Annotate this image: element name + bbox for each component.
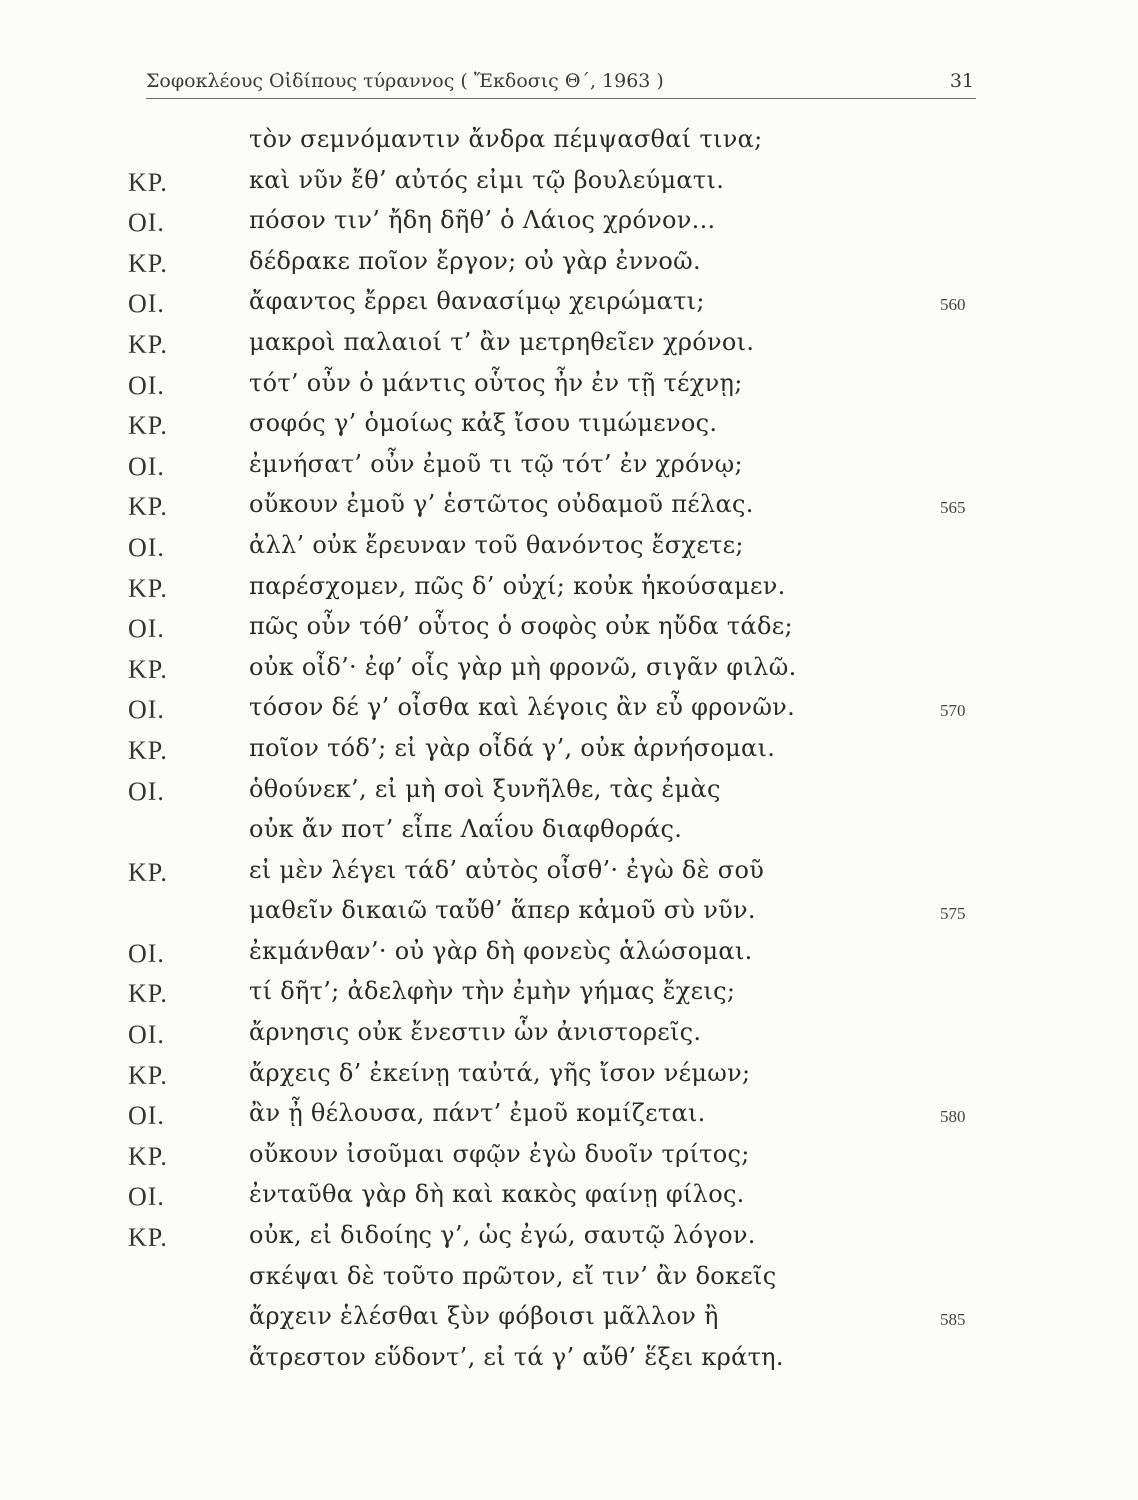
- verse-text: ἄρχειν ἑλέσθαι ξὺν φόβοισι μᾶλλον ἢ: [249, 1302, 719, 1331]
- verse-line: [0, 1341, 1138, 1382]
- speaker-label: ΚΡ.: [128, 1223, 168, 1253]
- speaker-label: ΚΡ.: [128, 1141, 168, 1171]
- verse-text: σοφός γ’ ὁμοίως κἀξ ἴσου τιμώμενος.: [249, 409, 718, 438]
- verse-line: [0, 326, 1138, 367]
- verse-line: [0, 975, 1138, 1016]
- speaker-label: ΟΙ.: [128, 289, 165, 319]
- verse-text: ἐνταῦθα γὰρ δὴ καὶ κακὸς φαίνῃ φίλος.: [249, 1180, 745, 1209]
- verse-text: τότ’ οὖν ὁ μάντις οὗτος ἦν ἐν τῇ τέχνῃ;: [249, 368, 743, 397]
- verse-line: [0, 164, 1138, 205]
- header-title: Σοφοκλέους Οἰδίπους τύραννος ( Ἔκδοσις Θ΄, 1963 ): [146, 70, 664, 92]
- verse-text: οὐκ, εἰ διδοίης γ’, ὡς ἐγώ, σαυτῷ λόγον.: [249, 1221, 756, 1250]
- verse-line: [0, 773, 1138, 814]
- speaker-label: ΟΙ.: [128, 695, 165, 725]
- verse-text: ἄρνησις οὐκ ἔνεστιν ὧν ἀνιστορεῖς.: [249, 1018, 702, 1047]
- speaker-label: ΟΙ.: [128, 1101, 165, 1131]
- verse-text: τί δῆτ’; ἀδελφὴν τὴν ἐμὴν γήμας ἔχεις;: [249, 977, 736, 1006]
- verse-line: [0, 285, 1138, 326]
- verse-line: [0, 1260, 1138, 1301]
- speaker-label: ΟΙ.: [128, 1182, 165, 1212]
- verse-line: [0, 813, 1138, 854]
- verse-line: [0, 407, 1138, 448]
- verse-text: ἀλλ’ οὐκ ἔρευναν τοῦ θανόντος ἔσχετε;: [249, 530, 744, 559]
- speaker-label: ΚΡ.: [128, 735, 168, 765]
- verse-text: τὸν σεμνόμαντιν ἄνδρα πέμψασθαί τινα;: [249, 125, 763, 153]
- verse-text: οὐκ ἄν ποτ’ εἶπε Λαΐου διαφθοράς.: [249, 815, 683, 844]
- verse-line: [0, 691, 1138, 732]
- verse-text: καὶ νῦν ἔθ’ αὐτός εἰμι τῷ βουλεύματι.: [249, 165, 725, 194]
- verse-line: [0, 123, 1138, 164]
- verse-line: [0, 1016, 1138, 1057]
- verse-line: [0, 245, 1138, 286]
- speaker-label: ΚΡ.: [128, 654, 168, 684]
- speaker-label: ΚΡ.: [128, 979, 168, 1009]
- verse-line: [0, 854, 1138, 895]
- speaker-label: ΚΡ.: [128, 329, 168, 359]
- verse-line: [0, 448, 1138, 489]
- verse-text: μαθεῖν δικαιῶ ταὔθ’ ἅπερ κἀμοῦ σὺ νῦν.: [249, 896, 756, 925]
- speaker-label: ΚΡ.: [128, 411, 168, 441]
- verse-line: [0, 1300, 1138, 1341]
- line-number: 585: [940, 1310, 966, 1330]
- speaker-label: ΟΙ.: [128, 370, 165, 400]
- line-number: 575: [940, 904, 966, 924]
- speaker-label: ΚΡ.: [128, 492, 168, 522]
- verse-text: μακροὶ παλαιοί τ’ ἂν μετρηθεῖεν χρόνοι.: [249, 327, 755, 356]
- verse-text: ποῖον τόδ’; εἰ γὰρ οἶδά γ’, οὐκ ἀρνήσομαι.: [249, 733, 776, 762]
- verse-line: [0, 1219, 1138, 1260]
- line-number: 570: [940, 701, 966, 721]
- speaker-label: ΟΙ.: [128, 451, 165, 481]
- speaker-label: ΚΡ.: [128, 573, 168, 603]
- verse-line: [0, 1057, 1138, 1098]
- verse-line: [0, 204, 1138, 245]
- verse-block: [0, 123, 1138, 1381]
- verse-text: ἄρχεις δ’ ἐκείνῃ ταὐτά, γῆς ἴσον νέμων;: [249, 1058, 751, 1087]
- verse-line: [0, 1178, 1138, 1219]
- verse-line: [0, 1138, 1138, 1179]
- speaker-label: ΟΙ.: [128, 776, 165, 806]
- verse-line: [0, 367, 1138, 408]
- verse-line: [0, 529, 1138, 570]
- verse-text: εἰ μὲν λέγει τάδ’ αὐτὸς οἶσθ’· ἐγὼ δὲ σοῦ: [249, 855, 765, 884]
- speaker-label: ΚΡ.: [128, 1060, 168, 1090]
- line-number: 565: [940, 498, 966, 518]
- speaker-label: ΟΙ.: [128, 532, 165, 562]
- verse-text: οὔκουν ἰσοῦμαι σφῷν ἐγὼ δυοῖν τρίτος;: [249, 1139, 750, 1168]
- page-number: 31: [949, 70, 974, 92]
- speaker-label: ΚΡ.: [128, 857, 168, 887]
- verse-line: [0, 894, 1138, 935]
- verse-text: ὁθούνεκ’, εἰ μὴ σοὶ ξυνῆλθε, τὰς ἐμὰς: [249, 774, 721, 803]
- verse-text: δέδρακε ποῖον ἔργον; οὐ γὰρ ἐννοῶ.: [249, 246, 701, 275]
- verse-text: ἄφαντος ἔρρει θανασίμῳ χειρώματι;: [249, 287, 705, 316]
- line-number: 560: [940, 295, 966, 315]
- line-number: 580: [940, 1107, 966, 1127]
- speaker-label: ΚΡ.: [128, 248, 168, 278]
- verse-line: [0, 732, 1138, 773]
- verse-text: ἄτρεστον εὕδοντ’, εἰ τά γ’ αὔθ’ ἕξει κράτη.: [249, 1342, 784, 1371]
- verse-text: οὐκ οἶδ’· ἐφ’ οἷς γὰρ μὴ φρονῶ, σιγᾶν φιλῶ.: [249, 652, 797, 681]
- verse-text: οὔκουν ἐμοῦ γ’ ἑστῶτος οὐδαμοῦ πέλας.: [249, 490, 754, 519]
- verse-text: σκέψαι δὲ τοῦτο πρῶτον, εἴ τιν’ ἂν δοκεῖς: [249, 1261, 777, 1290]
- verse-text: ἂν ᾖ θέλουσα, πάντ’ ἐμοῦ κομίζεται.: [249, 1099, 706, 1128]
- speaker-label: ΟΙ.: [128, 614, 165, 644]
- verse-line: [0, 488, 1138, 529]
- verse-line: [0, 570, 1138, 611]
- verse-line: [0, 610, 1138, 651]
- speaker-label: ΚΡ.: [128, 167, 168, 197]
- verse-line: [0, 935, 1138, 976]
- verse-line: [0, 1097, 1138, 1138]
- verse-text: ἐμνήσατ’ οὖν ἐμοῦ τι τῷ τότ’ ἐν χρόνῳ;: [249, 449, 743, 478]
- speaker-label: ΟΙ.: [128, 208, 165, 238]
- verse-text: ἐκμάνθαν’· οὐ γὰρ δὴ φονεὺς ἁλώσομαι.: [249, 936, 753, 965]
- running-header: [146, 62, 976, 99]
- verse-text: πόσον τιν’ ἤδη δῆθ’ ὁ Λάιος χρόνον...: [249, 206, 716, 235]
- verse-line: [0, 651, 1138, 692]
- verse-text: παρέσχομεν, πῶς δ’ οὐχί; κοὐκ ἠκούσαμεν.: [249, 571, 786, 600]
- verse-text: πῶς οὖν τόθ’ οὗτος ὁ σοφὸς οὐκ ηὔδα τάδε;: [249, 612, 793, 641]
- verse-text: τόσον δέ γ’ οἶσθα καὶ λέγοις ἂν εὖ φρονῶν.: [249, 693, 796, 722]
- speaker-label: ΟΙ.: [128, 938, 165, 968]
- speaker-label: ΟΙ.: [128, 1020, 165, 1050]
